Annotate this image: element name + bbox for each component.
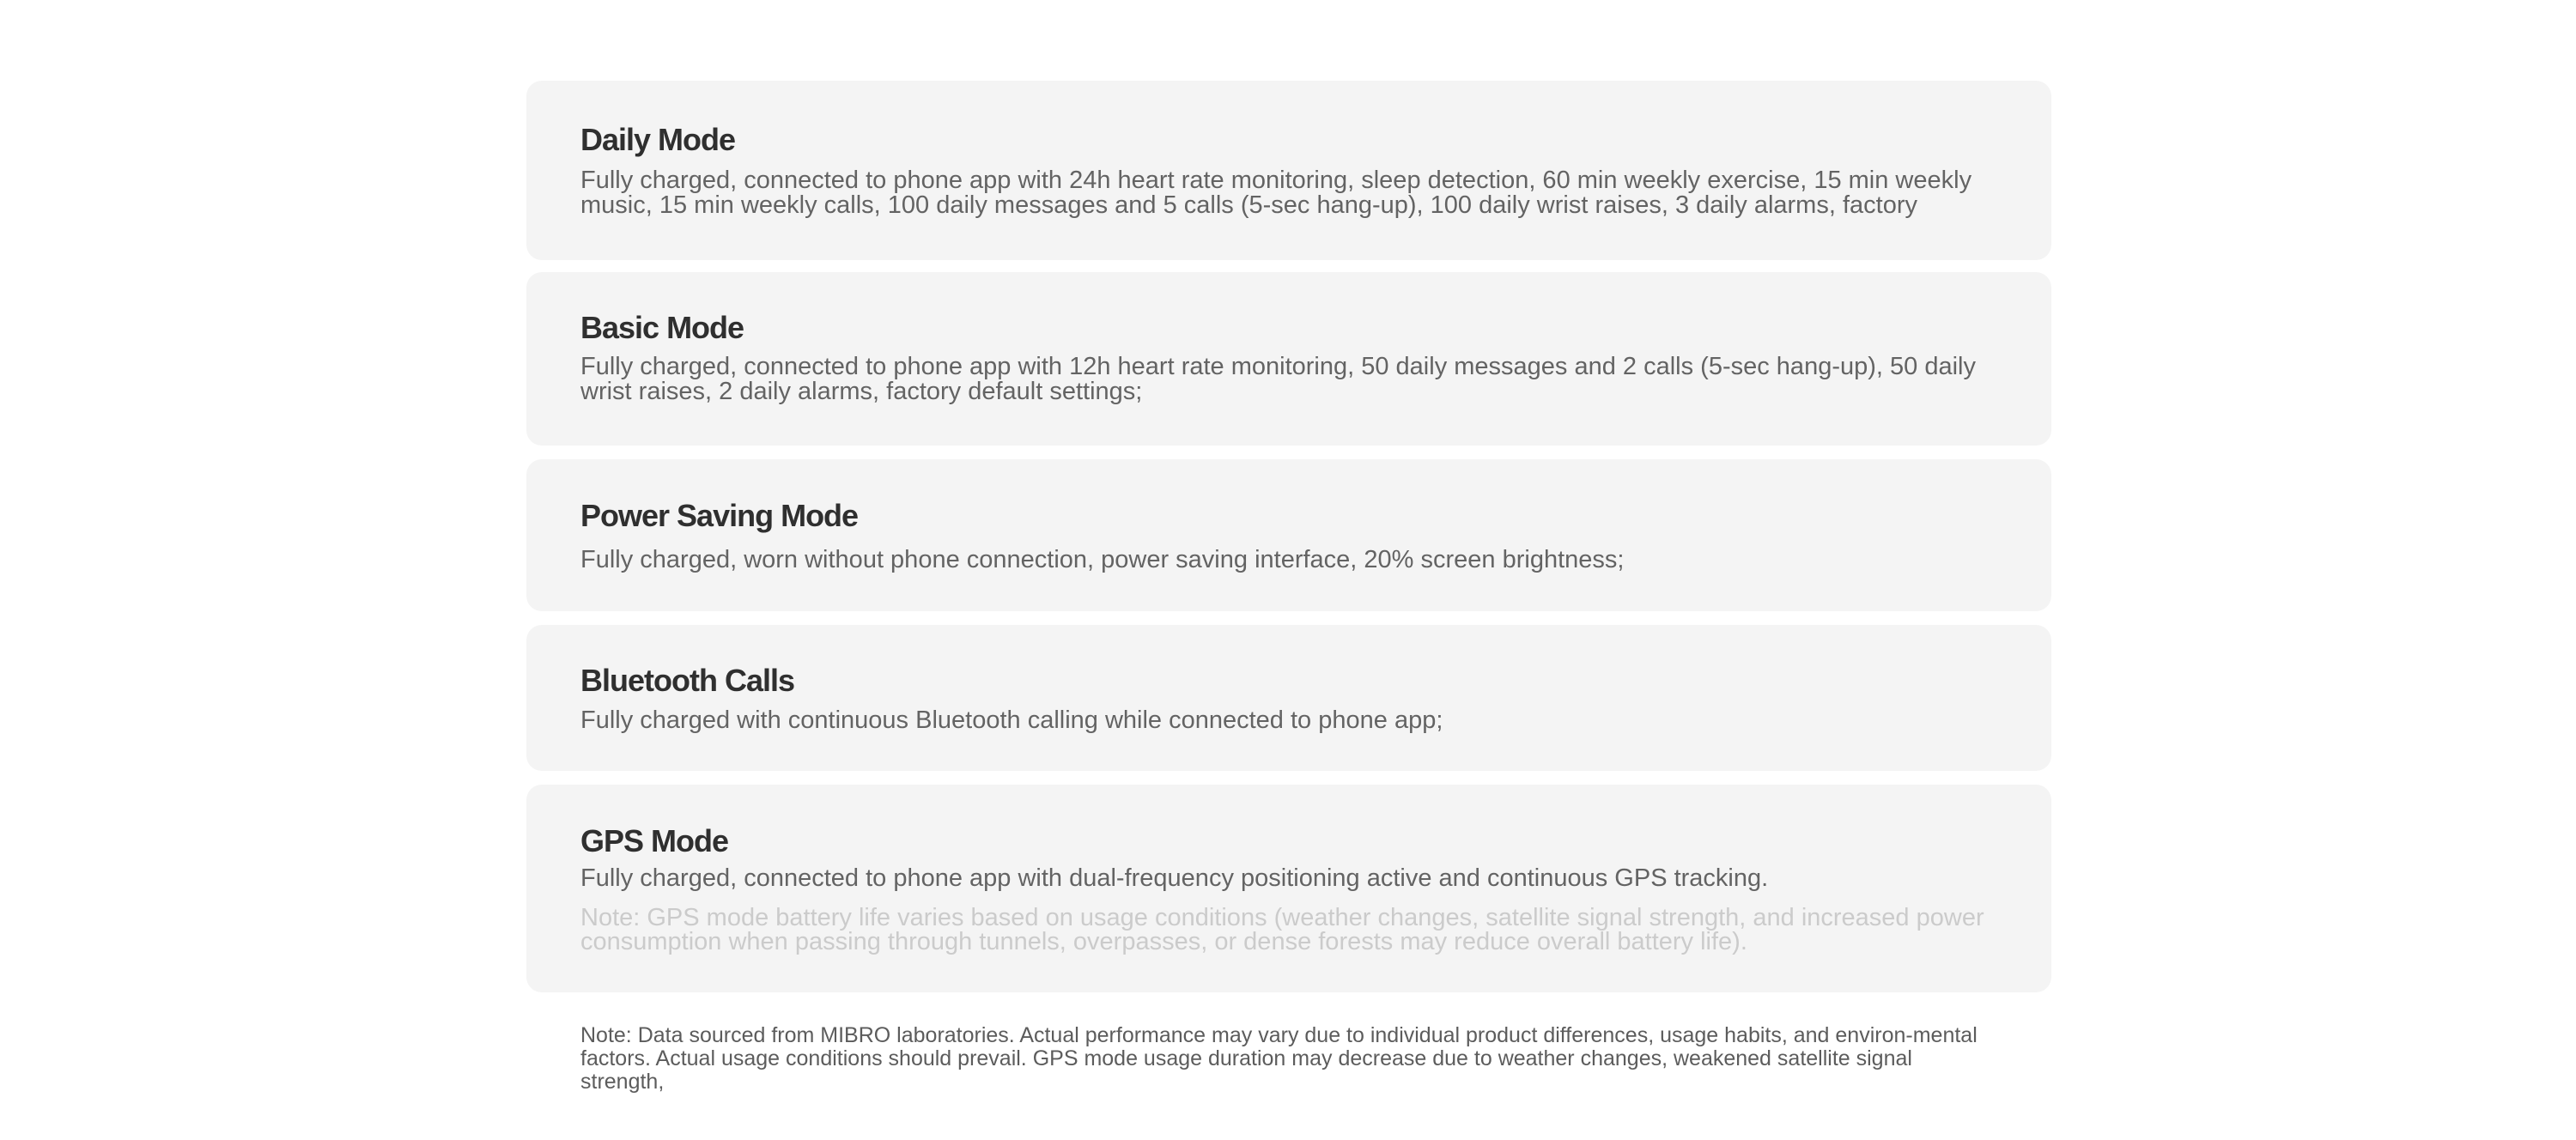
daily-mode-description: Fully charged, connected to phone app with 24h heart rate monitoring, sleep detection, 60 min weekly exercise, 15 min weekly music, 15 min weekly calls, 100 daily messages and 5 calls (5-sec hang-up), 100 daily wrist raises, 3 daily alarms, factory [580, 167, 1972, 219]
bluetooth-calls-description: Fully charged with continuous Bluetooth calling while connected to phone app; [580, 706, 1443, 734]
power-saving-mode-card [526, 459, 2051, 611]
power-saving-mode-title: Power Saving Mode [580, 498, 859, 533]
bluetooth-calls-card [526, 625, 2051, 771]
bluetooth-calls-title: Bluetooth Calls [580, 663, 795, 698]
basic-mode-title: Basic Mode [580, 310, 744, 345]
gps-mode-title: GPS Mode [580, 823, 729, 858]
basic-mode-card [526, 272, 2051, 446]
gps-mode-card [526, 785, 2051, 992]
daily-mode-title: Daily Mode [580, 122, 736, 157]
daily-mode-card [526, 81, 2051, 260]
data-source-footnote: Note: Data sourced from MIBRO laboratories. Actual performance may vary due to individual product differences, usage habits, and environ-mental factors. Actual usage conditions should prevail. GPS mode usage duration may decrease due to weather changes, weakened satellite signal strength, [580, 1023, 1978, 1094]
gps-mode-note: Note: GPS mode battery life varies based on usage conditions (weather changes, satellite signal strength, and increased power consumption when passing through tunnels, overpasses, or dense forests may reduce overall battery life). [580, 904, 1984, 955]
basic-mode-description: Fully charged, connected to phone app with 12h heart rate monitoring, 50 daily messages and 2 calls (5-sec hang-up), 50 daily wrist raises, 2 daily alarms, factory default settings; [580, 353, 1976, 405]
power-saving-mode-description: Fully charged, worn without phone connection, power saving interface, 20% screen brightness; [580, 546, 1625, 573]
gps-mode-description: Fully charged, connected to phone app with dual-frequency positioning active and continuous GPS tracking. [580, 864, 1769, 892]
